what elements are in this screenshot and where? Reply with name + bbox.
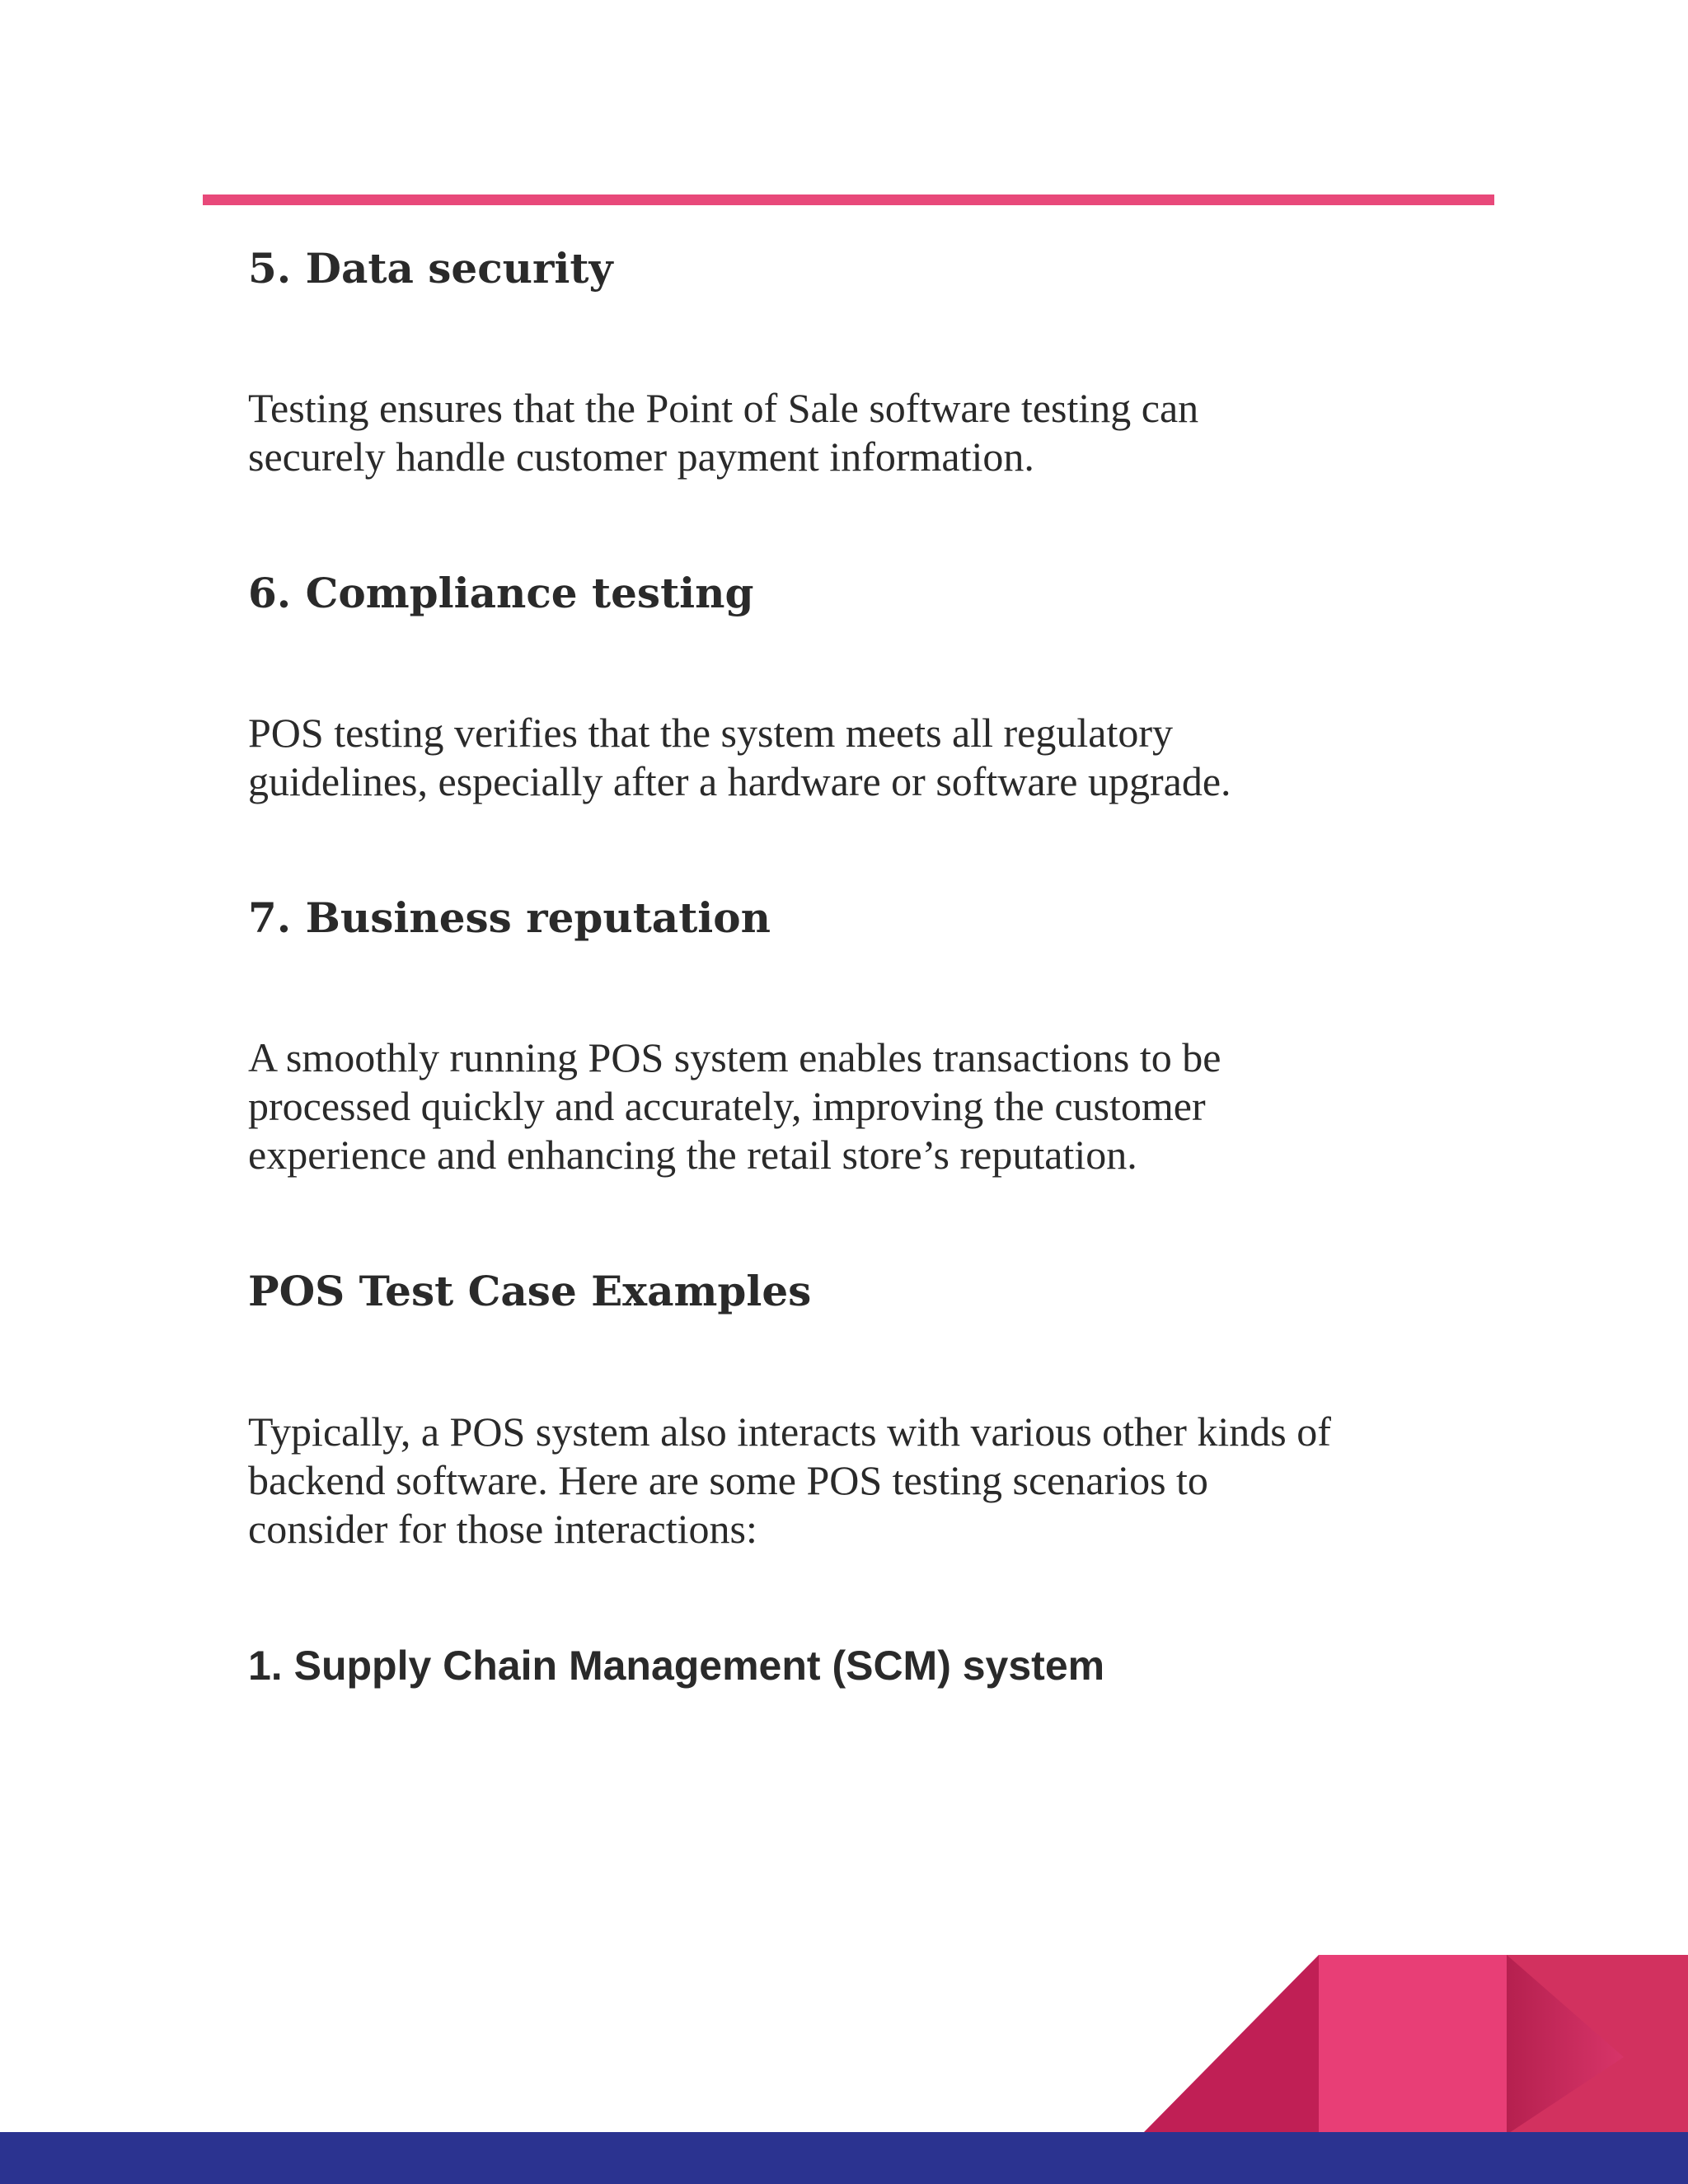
paragraph-line: A smoothly running POS system enables transactions to be	[248, 1034, 1221, 1080]
corner-panel-mid	[1319, 1955, 1507, 2135]
section-heading-compliance-testing: 6. Compliance testing	[248, 569, 754, 617]
section-paragraph-business-reputation	[248, 1033, 1484, 1179]
section-paragraph-data-security	[248, 384, 1484, 481]
paragraph-line: consider for those interactions:	[248, 1506, 757, 1552]
paragraph-line: Typically, a POS system also interacts with various other kinds of	[248, 1408, 1331, 1455]
paragraph-line: POS testing verifies that the system meets all regulatory	[248, 710, 1173, 756]
corner-panel-right	[1507, 1955, 1688, 2135]
section-heading-business-reputation: 7. Business reputation	[248, 893, 771, 942]
paragraph-line: securely handle customer payment information.	[248, 434, 1034, 480]
paragraph-line: processed quickly and accurately, improving the customer	[248, 1083, 1206, 1129]
paragraph-line: experience and enhancing the retail store’s reputation.	[248, 1132, 1137, 1178]
section-heading-data-security: 5. Data security	[248, 244, 613, 293]
paragraph-line: Testing ensures that the Point of Sale software testing can	[248, 385, 1199, 431]
section-heading-pos-test-case-examples: POS Test Case Examples	[248, 1267, 812, 1315]
footer-bar	[0, 2132, 1688, 2184]
section-paragraph-compliance-testing	[248, 709, 1484, 806]
paragraph-line: backend software. Here are some POS testing scenarios to	[248, 1457, 1208, 1503]
paragraph-line: guidelines, especially after a hardware or software upgrade.	[248, 758, 1231, 804]
subheading-scm-system: 1. Supply Chain Management (SCM) system	[248, 1643, 1105, 1689]
section-paragraph-pos-test-case-examples	[248, 1408, 1484, 1554]
corner-fold-shade	[1507, 1955, 1624, 2135]
corner-triangle-dark	[1142, 1955, 1319, 2135]
top-accent-rule	[203, 194, 1494, 205]
